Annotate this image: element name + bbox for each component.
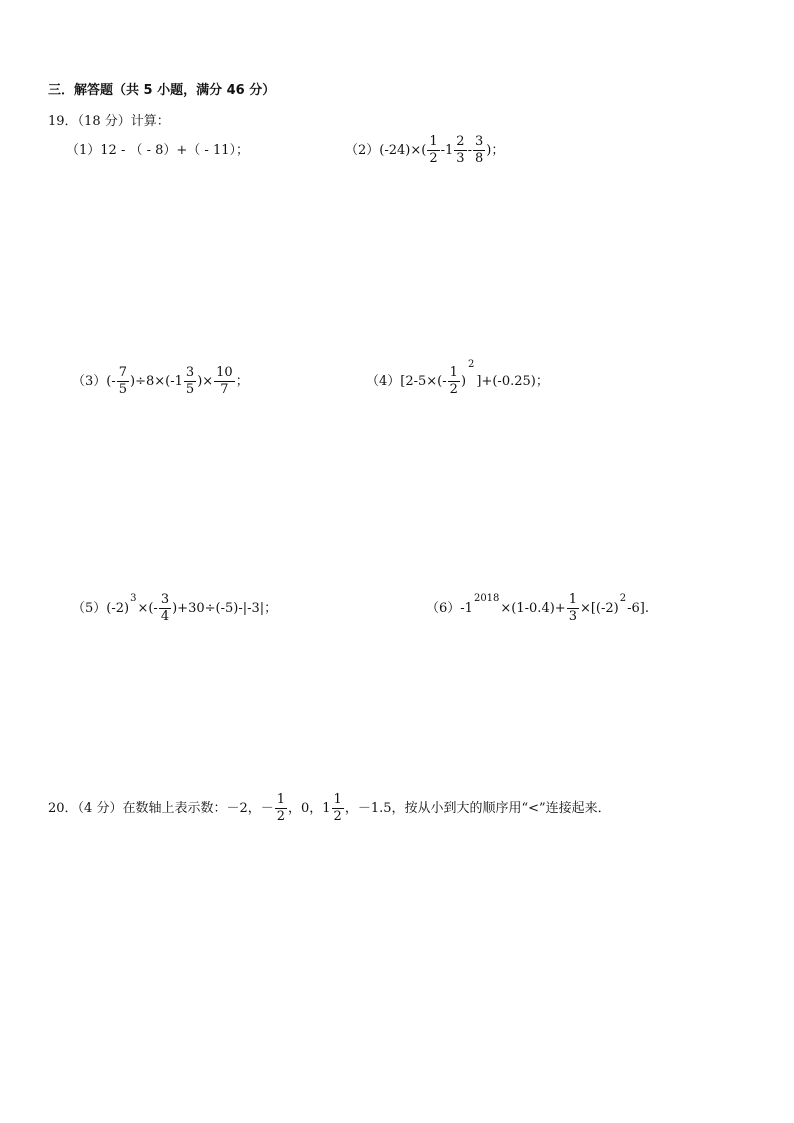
q19-part-4-text-c: ]+(-0.25)； bbox=[476, 373, 549, 389]
question-19-label: 19．（18 分）计算： bbox=[48, 114, 170, 129]
q19-part-1-expression: （1）12 - （ - 8）+（ - 11）； bbox=[66, 143, 249, 158]
q19-part-2-text-b: -1 bbox=[440, 142, 454, 158]
q19-part-4-fraction-1 bbox=[448, 366, 460, 396]
fraction-denominator: 3 bbox=[456, 150, 465, 166]
q19-part-3-fraction-2 bbox=[184, 366, 196, 396]
q19-part-5-text-b: ×(- bbox=[137, 600, 158, 616]
fraction-numerator: 2 bbox=[456, 134, 465, 149]
q19-part-2-fraction-1 bbox=[427, 135, 439, 165]
q19-part-5-text-a: (-2) bbox=[106, 600, 130, 616]
fraction-numerator: 1 bbox=[333, 792, 342, 807]
q19-part-4-text-a: [2-5×(- bbox=[400, 373, 447, 389]
q19-part-6-prefix: （6） bbox=[426, 600, 461, 616]
fraction-numerator: 3 bbox=[160, 592, 170, 607]
q19-part-3-text-a: (- bbox=[106, 373, 116, 389]
q19-part-6-text-a: -1 bbox=[460, 600, 473, 616]
fraction-denominator: 4 bbox=[160, 608, 170, 624]
fraction-denominator: 2 bbox=[449, 381, 458, 397]
q19-part-2-text-a: (-24)×( bbox=[379, 142, 427, 158]
q19-part-2-text-d: )； bbox=[486, 142, 505, 158]
fraction-numerator: 1 bbox=[429, 134, 438, 149]
section-title: 三．解答题（共 5 小题，满分 46 分） bbox=[48, 83, 276, 98]
q19-part-2-prefix: （2） bbox=[345, 142, 380, 158]
fraction-numerator: 3 bbox=[185, 365, 195, 380]
fraction-denominator: 2 bbox=[333, 808, 342, 824]
fraction-denominator: 2 bbox=[276, 808, 285, 824]
q19-part-6 bbox=[426, 593, 649, 623]
q19-part-6-exponent-2: 2 bbox=[619, 593, 627, 605]
q20-fraction-1 bbox=[275, 793, 287, 823]
q19-part-2-text-c: - bbox=[467, 142, 472, 158]
q19-part-4 bbox=[366, 359, 549, 397]
q19-part-6-text-d: -6]. bbox=[627, 600, 649, 616]
q19-part-3 bbox=[72, 366, 249, 396]
q19-part-6-text-b: ×(1-0.4)+ bbox=[500, 600, 566, 616]
q20-text-b: ，0，1 bbox=[288, 800, 331, 816]
q19-part-5-exponent: 3 bbox=[130, 593, 137, 605]
fraction-numerator: 1 bbox=[276, 792, 285, 807]
q19-part-2 bbox=[345, 135, 504, 165]
q19-part-3-text-c: )× bbox=[197, 373, 214, 389]
q19-part-3-text-d: ； bbox=[235, 373, 249, 389]
fraction-numerator: 3 bbox=[474, 134, 484, 149]
q20-fraction-2 bbox=[332, 793, 344, 823]
fraction-numerator: 1 bbox=[449, 365, 458, 380]
q19-part-6-exponent: 2018 bbox=[473, 593, 500, 605]
fraction-denominator: 2 bbox=[429, 150, 438, 166]
fraction-numerator: 1 bbox=[568, 592, 577, 607]
q19-part-2-fraction-2 bbox=[454, 135, 466, 165]
q19-part-3-text-b: )÷8×(-1 bbox=[130, 373, 183, 389]
fraction-denominator: 7 bbox=[220, 381, 229, 397]
q19-part-4-prefix: （4） bbox=[366, 373, 401, 389]
q19-part-3-fraction-3 bbox=[214, 366, 235, 396]
q19-part-5-fraction-1 bbox=[159, 593, 171, 623]
q19-part-1 bbox=[66, 144, 249, 157]
q20-text-a: 20．（4 分）在数轴上表示数：－2，－ bbox=[48, 800, 274, 816]
q19-part-2-fraction-3 bbox=[473, 135, 485, 165]
fraction-denominator: 5 bbox=[118, 381, 128, 397]
q19-part-4-exponent: 2 bbox=[468, 359, 475, 371]
q19-part-3-prefix: （3） bbox=[72, 373, 107, 389]
fraction-numerator: 10 bbox=[216, 365, 233, 380]
q19-part-4-text-b: ) bbox=[460, 373, 467, 389]
q19-part-5 bbox=[72, 593, 277, 623]
q19-part-5-prefix: （5） bbox=[72, 600, 107, 616]
q19-part-3-fraction-1 bbox=[117, 366, 129, 396]
q19-part-6-text-c: ×[(-2) bbox=[579, 600, 619, 616]
question-20 bbox=[48, 793, 611, 823]
fraction-numerator: 7 bbox=[118, 365, 128, 380]
fraction-denominator: 5 bbox=[185, 381, 195, 397]
q19-part-6-fraction-1 bbox=[567, 593, 579, 623]
q19-part-5-text-c: )+30÷(-5)-|-3|； bbox=[172, 600, 278, 616]
fraction-denominator: 8 bbox=[474, 150, 484, 166]
q20-text-c: ，－1.5，按从小到大的顺序用“<”连接起来． bbox=[344, 800, 611, 816]
fraction-denominator: 3 bbox=[568, 608, 577, 624]
